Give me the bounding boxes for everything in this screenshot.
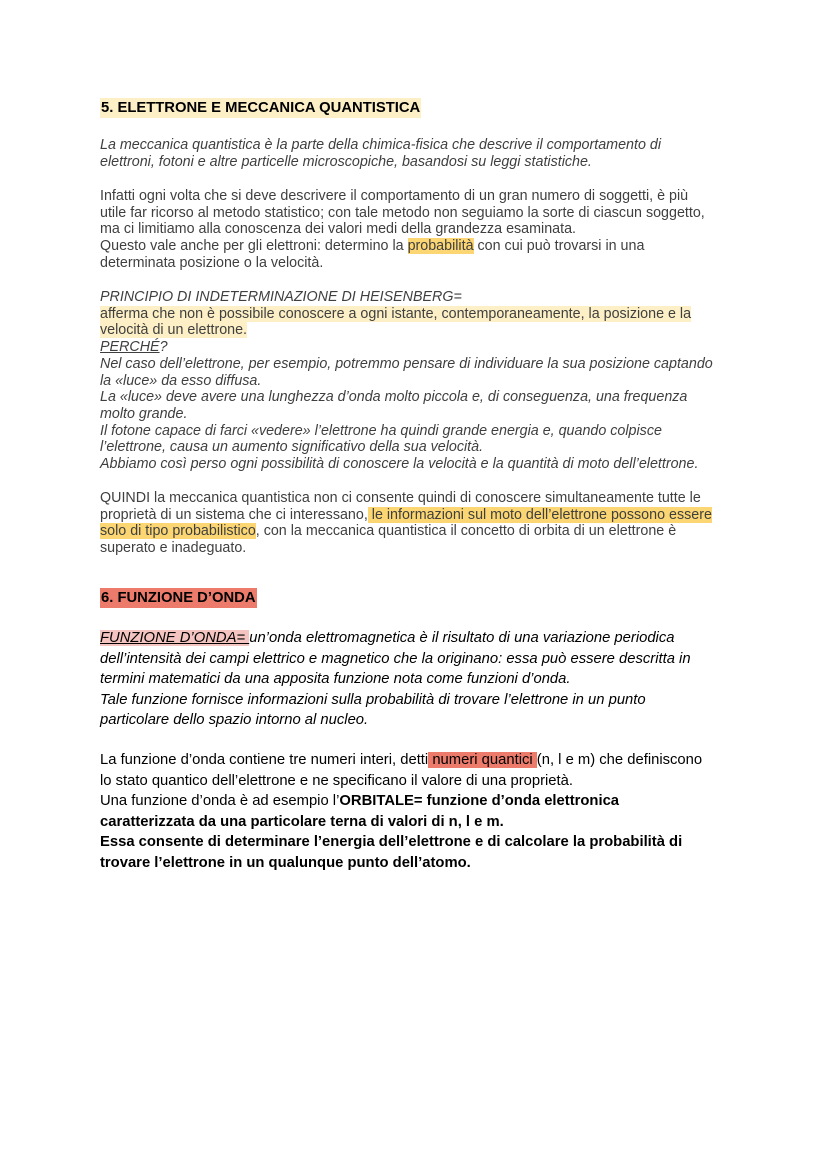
why-label: PERCHÉ	[100, 339, 160, 356]
highlight-probabilita: probabilità	[407, 238, 474, 255]
section-5-intro	[100, 137, 740, 170]
text-run: La funzione d’onda contiene tre numeri interi, detti	[100, 752, 429, 768]
paragraph-line	[100, 791, 740, 812]
definition-label: FUNZIONE D’ONDA=	[100, 630, 250, 646]
principle-title: PRINCIPIO DI INDETERMINAZIONE DI HEISENBERG=	[100, 289, 462, 305]
paragraph-line: Infatti ogni volta che si deve descrivere il comportamento di un gran numero di soggetti, è più	[100, 188, 689, 204]
explanation-line: molto grande.	[100, 405, 188, 422]
explanation-line: La «luce» deve avere una lunghezza d’onda molto piccola e, di conseguenza, una frequenza	[100, 389, 688, 406]
text-run: Una funzione d’onda è ad esempio l’	[100, 793, 340, 809]
text-run: un’onda elettromagnetica è il risultato di una variazione periodica	[249, 630, 675, 646]
why-question-mark: ?	[159, 339, 168, 356]
explanation-line: la «luce» da esso diffusa.	[100, 372, 262, 389]
definition-line: Tale funzione fornisce informazioni sulla probabilità di trovare l’elettrone in un punto	[100, 691, 646, 708]
intro-line: elettroni, fotoni e altre particelle microscopiche, basandosi su leggi statistiche.	[100, 153, 592, 170]
text-run: proprietà di un sistema che ci interessano,	[100, 506, 368, 523]
principle-definition-text: afferma che non è possibile conoscere a ogni istante, contemporaneamente, la posizione e la	[100, 305, 692, 322]
why-line	[100, 339, 740, 356]
paragraph-line: caratterizzata da una particolare terna di valori di n, l e m.	[100, 813, 504, 830]
quantum-numbers-paragraph	[100, 750, 740, 873]
definition-line: dell’intensità dei campi elettrico e magnetico che la originano: essa può essere descritta in	[100, 650, 691, 667]
principle-definition-text: velocità di un elettrone.	[100, 322, 248, 339]
orbitale-definition: ORBITALE= funzione d’onda elettronica	[339, 793, 620, 809]
section-5-heading: 5. ELETTRONE E MECCANICA QUANTISTICA	[101, 100, 421, 116]
section-6-heading-block	[100, 588, 740, 608]
section-6-heading: 6. FUNZIONE D’ONDA	[101, 590, 256, 606]
explanation-line: l’elettrone, causa un aumento significativo della sua velocità.	[100, 439, 484, 456]
text-run: (n, l e m) che definiscono	[536, 752, 703, 768]
explanation-line: Nel caso dell’elettrone, per esempio, potremmo pensare di individuare la sua posizione captando	[100, 355, 713, 372]
paragraph-line	[100, 750, 740, 771]
text-run: , con la meccanica quantistica il concetto di orbita di un elettrone è	[255, 523, 677, 540]
section-5-statistics-paragraph	[100, 188, 740, 272]
explanation-line: Abbiamo così perso ogni possibilità di conoscere la velocità e la quantità di moto dell’elettrone.	[100, 456, 699, 473]
highlight-quantum-numbers: numeri quantici	[428, 752, 537, 768]
explanation-line: Il fotone capace di farci «vedere» l’elettrone ha quindi grande energia e, quando colpisce	[100, 422, 662, 439]
conclusion-line	[100, 507, 740, 524]
highlight-information: le informazioni sul moto dell’elettrone possono essere	[367, 506, 712, 523]
conclusion-line: superato e inadeguato.	[100, 540, 247, 557]
text-run: con cui può trovarsi in una	[473, 238, 645, 255]
definition-line: particolare dello spazio intorno al nucleo.	[100, 712, 369, 728]
principle-definition-line	[100, 306, 740, 323]
paragraph-line: trovare l’elettrone in un qualunque punto dell’atomo.	[100, 854, 471, 871]
definition-line: termini matematici da una apposita funzione nota come funzioni d’onda.	[100, 671, 571, 687]
paragraph-line: lo stato quantico dell’elettrone e ne specificano il valore di una proprietà.	[100, 772, 573, 789]
section-5-conclusion	[100, 490, 740, 557]
principle-definition-line	[100, 322, 740, 339]
conclusion-line	[100, 523, 740, 540]
paragraph-line: Essa consente di determinare l’energia dell’elettrone e di calcolare la probabilità di	[100, 834, 683, 850]
text-run: Questo vale anche per gli elettroni: determino la	[100, 238, 408, 255]
conclusion-line: QUINDI la meccanica quantistica non ci consente quindi di conoscere simultaneamente tutte le	[100, 490, 701, 506]
wave-function-definition	[100, 628, 740, 731]
highlight-probabilistic: solo di tipo probabilistico	[100, 523, 256, 540]
paragraph-line: ma ci limitiamo alla conoscenza dei valori medi della grandezza esaminata.	[100, 221, 576, 238]
intro-line: La meccanica quantistica è la parte della chimica-fisica che descrive il comportamento di	[100, 137, 662, 153]
paragraph-line: utile far ricorso al metodo statistico; con tale metodo non seguiamo la sorte di ciascun soggetto,	[100, 204, 705, 221]
heisenberg-principle-block	[100, 289, 740, 473]
definition-line	[100, 628, 740, 649]
paragraph-line: determinata posizione o la velocità.	[100, 254, 324, 271]
section-5-heading-block	[100, 98, 740, 118]
paragraph-line	[100, 238, 740, 255]
